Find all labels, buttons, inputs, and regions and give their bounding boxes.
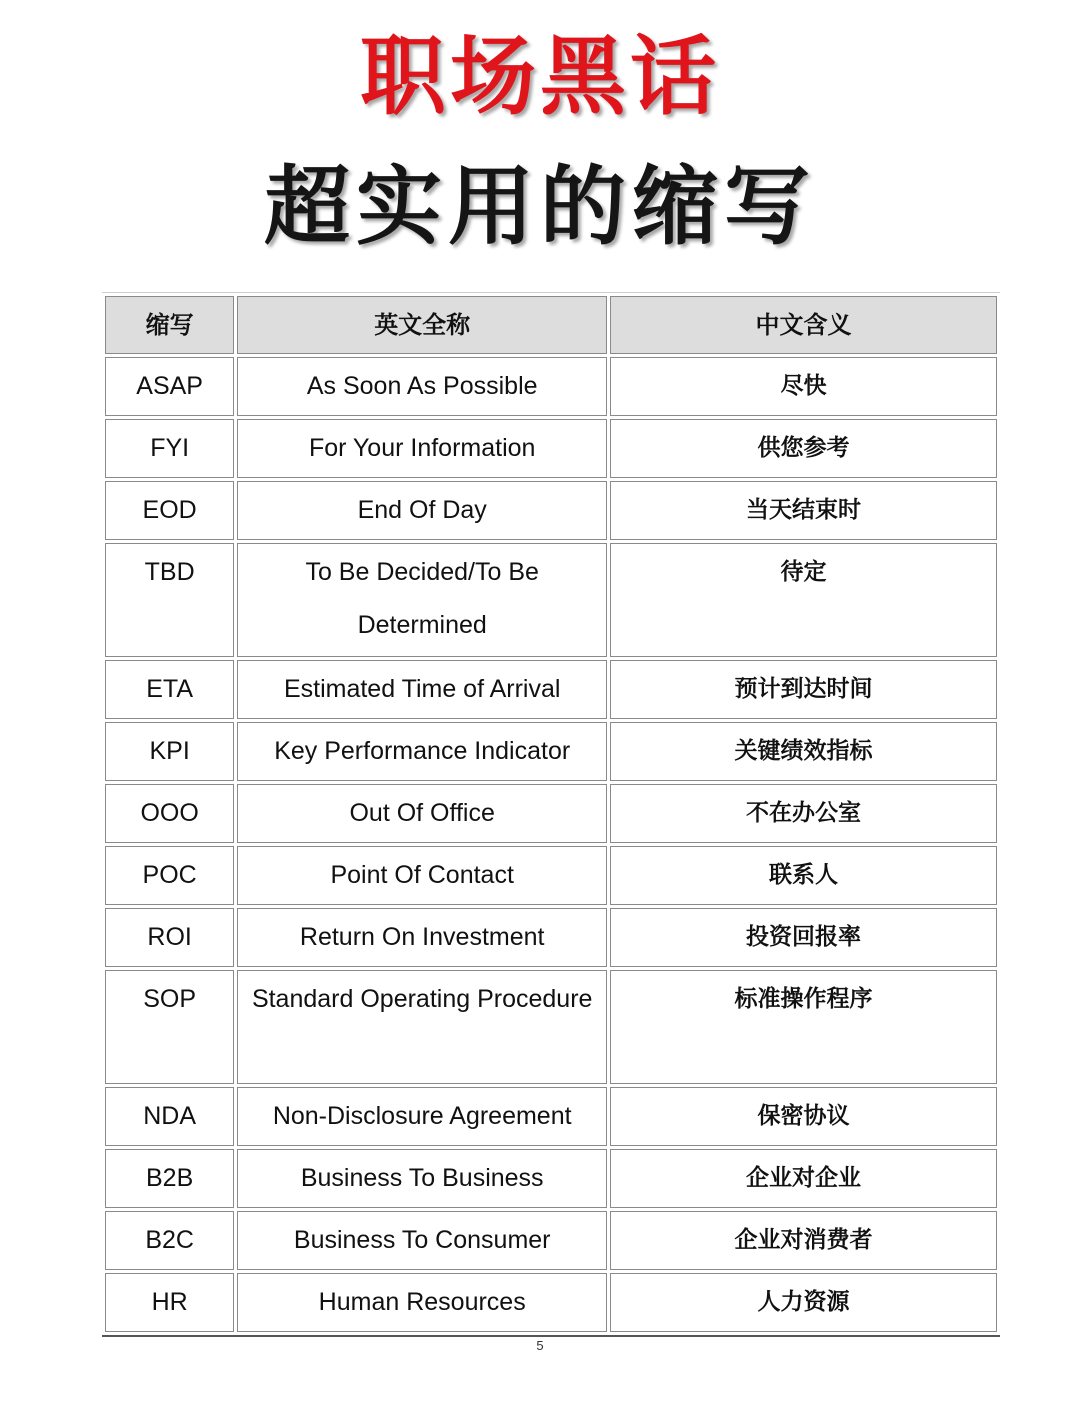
table-row (105, 1149, 997, 1208)
table-row (105, 908, 997, 967)
abbr-cell: ASAP (105, 357, 234, 416)
meaning-cell: 预计到达时间 (610, 660, 997, 719)
meaning-cell: 待定 (610, 543, 997, 657)
page-number: 5 (536, 1338, 544, 1353)
header-english-full-name: 英文全称 (237, 296, 607, 354)
meaning-cell: 供您参考 (610, 419, 997, 478)
abbr-cell: HR (105, 1273, 234, 1332)
abbr-cell: ROI (105, 908, 234, 967)
full-name-cell: Non-Disclosure Agreement (237, 1087, 607, 1146)
table-row (105, 481, 997, 540)
full-name-cell: Point Of Contact (237, 846, 607, 905)
abbr-cell: POC (105, 846, 234, 905)
table-row (105, 1211, 997, 1270)
meaning-cell: 不在办公室 (610, 784, 997, 843)
meaning-cell: 关键绩效指标 (610, 722, 997, 781)
table-row (105, 784, 997, 843)
abbr-cell: FYI (105, 419, 234, 478)
meaning-cell: 企业对消费者 (610, 1211, 997, 1270)
full-name-cell: Return On Investment (237, 908, 607, 967)
abbr-cell: OOO (105, 784, 234, 843)
full-name-cell: Key Performance Indicator (237, 722, 607, 781)
table-row (105, 970, 997, 1084)
header-chinese-meaning: 中文含义 (610, 296, 997, 354)
full-name-cell: Estimated Time of Arrival (237, 660, 607, 719)
abbr-cell: ETA (105, 660, 234, 719)
table-row (105, 1273, 997, 1332)
table-row (105, 846, 997, 905)
abbreviation-table-container (102, 292, 1000, 1337)
meaning-cell: 尽快 (610, 357, 997, 416)
abbr-cell: TBD (105, 543, 234, 657)
table-row (105, 1087, 997, 1146)
table-row (105, 357, 997, 416)
meaning-cell: 标准操作程序 (610, 970, 997, 1084)
full-name-cell: Business To Business (237, 1149, 607, 1208)
meaning-cell: 当天结束时 (610, 481, 997, 540)
meaning-cell: 保密协议 (610, 1087, 997, 1146)
full-name-cell: Out Of Office (237, 784, 607, 843)
abbr-cell: SOP (105, 970, 234, 1084)
header-abbreviation: 缩写 (105, 296, 234, 354)
page-subtitle: 超实用的缩写 (264, 157, 816, 257)
table-row (105, 419, 997, 478)
abbr-cell: NDA (105, 1087, 234, 1146)
abbr-cell: KPI (105, 722, 234, 781)
table-header-row (105, 296, 997, 354)
table-row (105, 543, 997, 657)
page-title: 职场黑话 (360, 27, 720, 127)
abbr-cell: B2B (105, 1149, 234, 1208)
meaning-cell: 人力资源 (610, 1273, 997, 1332)
meaning-cell: 投资回报率 (610, 908, 997, 967)
table-row (105, 722, 997, 781)
full-name-cell: For Your Information (237, 419, 607, 478)
full-name-cell: To Be Decided/To Be Determined (237, 543, 607, 657)
table-row (105, 660, 997, 719)
full-name-cell: Standard Operating Procedure (237, 970, 607, 1084)
full-name-cell: Business To Consumer (237, 1211, 607, 1270)
abbr-cell: EOD (105, 481, 234, 540)
abbreviation-table (102, 293, 1000, 1335)
full-name-cell: End Of Day (237, 481, 607, 540)
abbr-cell: B2C (105, 1211, 234, 1270)
meaning-cell: 企业对企业 (610, 1149, 997, 1208)
full-name-cell: As Soon As Possible (237, 357, 607, 416)
meaning-cell: 联系人 (610, 846, 997, 905)
full-name-cell: Human Resources (237, 1273, 607, 1332)
